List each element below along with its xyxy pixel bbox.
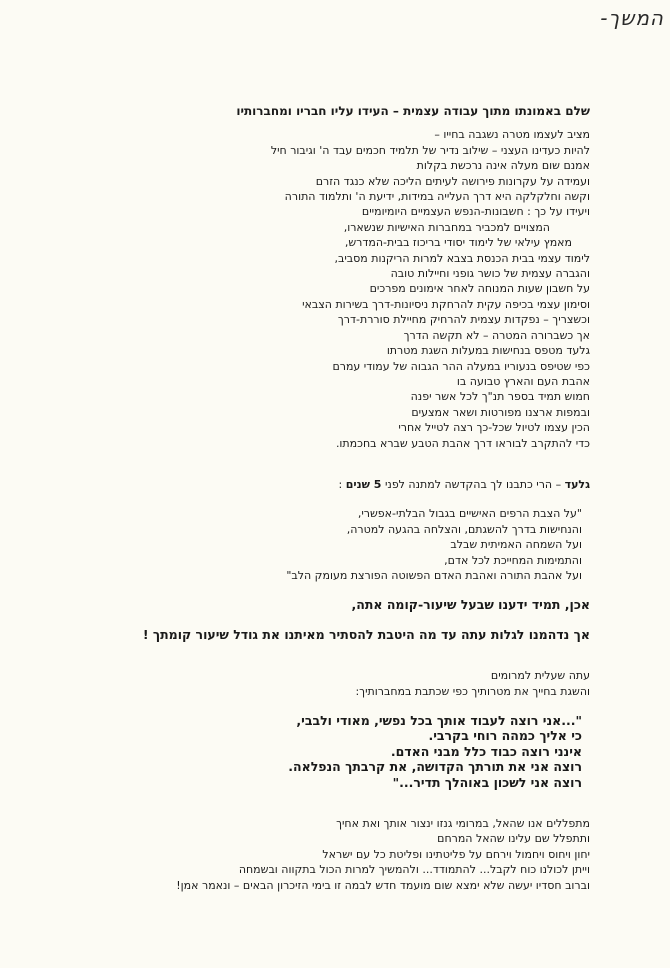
prayer-line: מתפללים אנו שהאל, במרומי גנזו ינצור אותך ואת אחיך xyxy=(336,817,590,831)
body-line: ובמפות ארצנו מפורטות ושאר אמצעים xyxy=(411,405,590,419)
quote-line: "...אני רוצה לעבוד אותך בכל נפשי, מאודי ולבבי, xyxy=(296,713,582,728)
body-line: וסימון עצמי בכיפה עקית להרחקת ניסיונות-דרך בשירות הצבאי xyxy=(302,297,590,311)
body-line: מאמץ עילאי של לימוד יסודי בריכוז בבית-המדרש, xyxy=(344,236,572,250)
prayer-line: וברוב חסדיו יעשה שלא ימצא שום מועמד חדש לבמה זו בימי הזיכרון הבאים – ונאמר אמן! xyxy=(176,878,590,892)
quote-line: "על הצבת הרפים האישיים בגבול הבלתי-אפשרי, xyxy=(357,507,582,521)
prayer-line: יחון ויחוס ויחמול וירחם על פליטתינו ופליטת כל עם ישראל xyxy=(322,847,590,861)
body-line: חמוש תמיד בספר תנ"ך לכל אשר יפנה xyxy=(410,390,590,404)
body-line: כפי שטיפס בנעוריו במעלה ההר הגבוה של עמודי עמרם xyxy=(332,359,590,373)
body-line: והשגת בחייך את מטרותיך כפי שכתבת במחברותיך: xyxy=(355,684,590,698)
statement-line: אך נדהמנו לגלות עתה עד מה היטבת להסתיר מאיתנו את גודל שיעור קומתך ! xyxy=(142,626,590,642)
section1-body xyxy=(78,127,590,451)
quote-line: והתמימות המחייכת לכל אדם, xyxy=(444,553,582,567)
quote-line: רוצה אני לשכון באוהלך תדיר..." xyxy=(392,774,582,790)
quote-line: ועל השמחה האמיתית שבלב xyxy=(450,538,582,552)
body-line: הכין עצמו לטיול שכל-כך רצה לטייל אחרי xyxy=(398,421,590,435)
body-line: לימוד עצמי בבית הכנסת בצבא למרות הריקנות מסביב, xyxy=(334,251,590,265)
intro-years: 5 שנים xyxy=(345,477,382,491)
body-line: אהבת העם והארץ טבועה בו xyxy=(456,374,590,388)
body-line: ויעידו על כך : חשבונות-הנפש העצמיים היומיומיים xyxy=(361,205,590,219)
body-line: גלעד מטפס בנחישות במעלות השגת מטרתו xyxy=(386,344,590,358)
body-line: ועמידה על עקרונות פירושה לעיתים הליכה שלא כנגד הזרם xyxy=(315,174,590,188)
quote-line: ועל אהבת התורה ואהבת האדם הפשוטה הפורצת מעומק הלב" xyxy=(286,568,582,582)
section2-intro xyxy=(78,477,590,492)
body-line: וכשצריך – נפקדות עצמית להרחיק מחיילת סוררת-דרך xyxy=(337,313,590,327)
body-line: עתה שעלית למרומים xyxy=(490,669,590,683)
body-line: המצויים למכביר במחברות האישיות שנשארו, xyxy=(343,220,550,234)
intro-name: גלעד xyxy=(564,477,590,491)
body-line: להיות כעדינו העצני – שילוב נדיר של תלמיד חכמים עבד ה' וגיבור חיל xyxy=(270,143,590,157)
quote-line: אינני רוצה כבוד כלל מבני האדם. xyxy=(390,743,582,759)
body-line: וקשה וחלקלקה היא דרך העלייה במידות, ידיעת ה' ותלמוד התורה xyxy=(284,190,590,204)
body-line: כדי להתקרב לבוראו דרך אהבת הטבע שברא בחכמתו. xyxy=(335,436,590,450)
handwritten-corner-note: המשך- xyxy=(600,6,664,30)
quote-line: רוצה אני את תורתך הקדושה, את קרבתך הנפלאה. xyxy=(288,759,582,775)
prayer-line: ותתפלל שם עלינו שהאל המרחם xyxy=(437,832,590,846)
body-line: על חשבון שעות המנוחה לאחר אימונים מפרכים xyxy=(369,282,590,296)
quote-line: כי אליך כמהה רוחי בקרבי. xyxy=(428,728,582,744)
body-line: והגברה עצמית של כושר גופני וחיילות טובה xyxy=(390,267,590,281)
intro-colon: : xyxy=(338,477,346,491)
statement-line: אכן, תמיד ידענו שבעל שיעור-קומה אתה, xyxy=(351,597,590,613)
dedication-quote xyxy=(78,506,590,583)
intro-text: – הרי כתבנו לך בהקדשה למתנה לפני xyxy=(381,477,565,491)
document-body xyxy=(78,104,590,893)
prayer-line: וייתן לכולנו כוח לקבל... להתמודד... ולהמשיך למרות הכול בתקווה ובשמחה xyxy=(238,863,590,877)
body-line: אך כשברורה המטרה – לא תקשה הדרך xyxy=(403,328,590,342)
body-line: אמנם שום מעלה אינה נרכשת בקלות xyxy=(416,159,590,173)
body-line: מציב לעצמו מטרה נשגבה בחייו – xyxy=(434,128,590,142)
section1-title: שלם באמונתו מתוך עבודה עצמית – העידו עליו חבריו ומחברותיו xyxy=(236,104,590,118)
quote-line: והנחישות בדרך להשגתם, והצלחה בהגעה למטרה, xyxy=(346,522,582,536)
diary-quote xyxy=(78,713,590,790)
